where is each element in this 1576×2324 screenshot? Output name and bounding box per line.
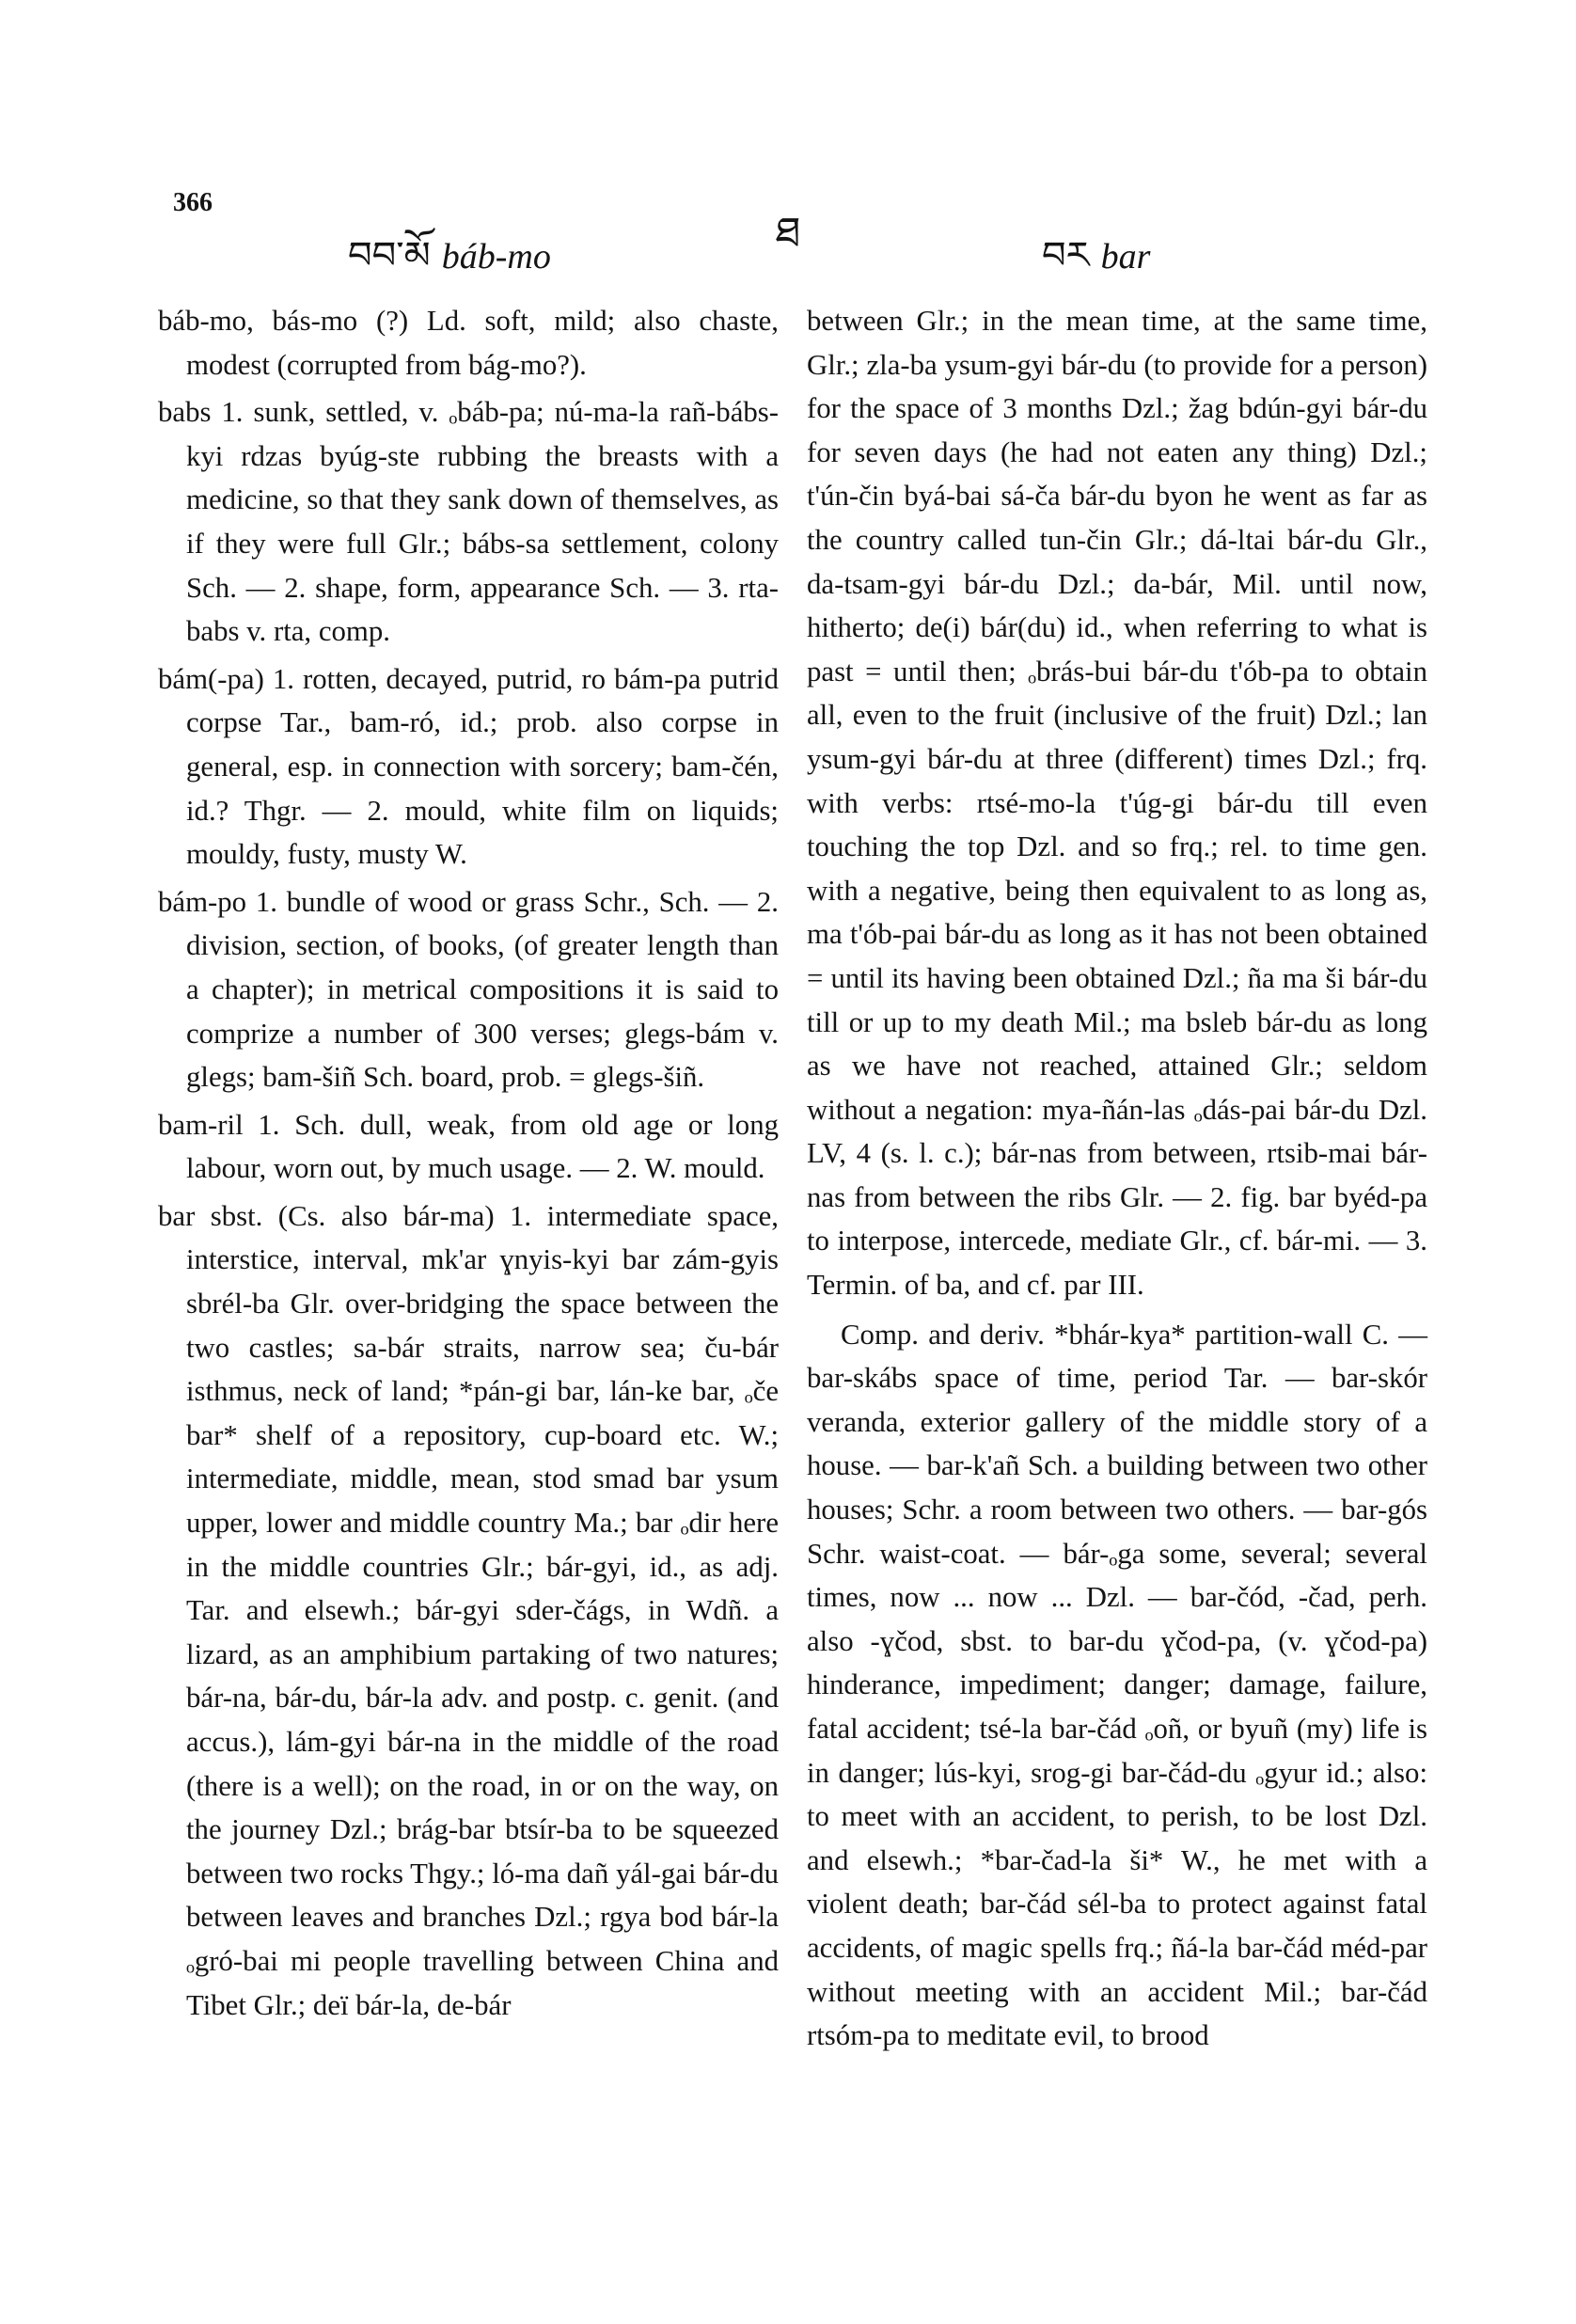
entry-bam-ril: bam-ril 1. Sch. dull, weak, from old age or long labour, worn out, by much usage. — 2. W. mould.	[158, 1108, 779, 1185]
page-number: 366	[173, 188, 213, 217]
entry-bam-po: bám-po 1. bundle of wood or grass Schr., Sch. — 2. division, section, of books, (of greater length than a chapter); in metrical compositions it is said to comprize a number of 300 verses; glegs-bám v. glegs; bam-šiñ Sch. board, prob. = glegs-šiñ.	[158, 885, 779, 1094]
entry-bar-continued: between Glr.; in the mean time, at the same time, Glr.; zla-ba ysum-gyi bár-du (to provide for a person) for the space of 3 months Dzl.; žag bdún-gyi bár-du for seven days (he had not eaten any thing) Dzl.; t'ún-čin byá-bai sá-ča bár-du byon he went as far as the country called tun-čin Glr.; dá-ltai bár-du Glr., da-tsam-gyi bár-du Dzl.; da-bár, Mil. until now, hitherto; de(i) bár(du) id., when referring to what is past = until then; ₒbrás-bui bár-du t'ób-pa to obtain all, even to the fruit (inclusive of the fruit) Dzl.; lan ysum-gyi bár-du at three (different) times Dzl.; frq. with verbs: rtsé-mo-la t'úg-gi bár-du till even touching the top Dzl. and so frq.; rel. to time gen. with a negative, being then equivalent to as long as, ma t'ób-pai bár-du as long as it has not been obtained = until its having been obtained Dzl.; ña ma ši bár-du till or up to my death Mil.; ma bsleb bár-du as long as we have not reached, attained Glr.; seldom without a negation: mya-ñán-las ₒdás-pai bár-du Dzl. LV, 4 (s. l. c.); bár-nas from between, rtsib-mai bár-nas from between the ribs Glr. — 2. fig. bar byéd-pa to interpose, intercede, mediate Glr., cf. bár-mi. — 3. Termin. of ba, and cf. par III.	[807, 305, 1427, 1302]
running-head-right-roman: bar	[1100, 237, 1151, 277]
running-head-left-tibetan: བབ་མོ	[348, 234, 431, 277]
left-column	[158, 299, 779, 2031]
running-head-left-roman: báb-mo	[441, 237, 551, 277]
comp-and-deriv: Comp. and deriv. *bhár-kya* partition-wall C. — bar-skábs space of time, period Tar. — bar-skór veranda, exterior gallery of the middle story of a house. — bar-k'añ Sch. a building between two other houses; Schr. a room between two others. — bar-gós Schr. waist-coat. — bár-ₒga some, several; several times, now ... now ... Dzl. — bar-čód, -čad, perh. also -ɣčod, sbst. to bar-du ɣčod-pa, (v. ɣčod-pa) hinderance, impediment; danger; damage, failure, fatal accident; tsé-la bar-čád ₒoñ, or byuñ (my) life is in danger; lús-kyi, srog-gi bar-čád-du ₒgyur id.; also: to meet with an accident, to perish, to be lost Dzl. and elsewh.; *bar-čad-la ši* W., he met with a violent death; bar-čád sél-ba to protect against fatal accidents, of magic spells frq.; ñá-la bar-čád méd-par without meeting with an accident Mil.; bar-čád rtsóm-pa to meditate evil, to brood	[807, 1318, 1427, 2052]
entry-bam-pa: bám(-pa) 1. rotten, decayed, putrid, ro bám-pa putrid corpse Tar., bam-ró, id.; prob. also corpse in general, esp. in connection with sorcery; bam-čén, id.? Thgr. — 2. mould, white film on liquids; mouldy, fusty, musty W.	[158, 662, 779, 871]
entry-bab-mo: báb-mo, bás-mo (?) Ld. soft, mild; also chaste, modest (corrupted from bág-mo?).	[158, 305, 779, 381]
entry-babs: babs 1. sunk, settled, v. ₒbáb-pa; nú-ma-la rañ-bábs-kyi rdzas byúg-ste rubbing the breasts with a medicine, so that they sank down of themselves, as if they were full Glr.; bábs-sa settlement, colony Sch. — 2. shape, form, appearance Sch. — 3. rta-babs v. rta, comp.	[158, 396, 779, 648]
right-column	[807, 299, 1427, 2063]
running-head-right-tibetan: བར	[1042, 234, 1090, 277]
entry-bar: bar sbst. (Cs. also bár-ma) 1. intermediate space, interstice, interval, mk'ar ɣnyis-kyi bar zám-gyis sbrél-ba Glr. over-bridging the space between the two castles; sa-bár straits, narrow sea; ču-bár isthmus, neck of land; *pán-gi bar, lán-ke bar, ₒče bar* shelf of a repository, cup-board etc. W.; intermediate, middle, mean, stod smad bar ysum upper, lower and middle country Ma.; bar ₒdir here in the middle countries Glr.; bár-gyi, id., as adj. Tar. and elsewh.; bár-gyi sder-čágs, in Wdñ. a lizard, as an amphibium partaking of two natures; bár-na, bár-du, bár-la adv. and postp. c. genit. (and accus.), lám-gyi bár-na in the middle of the road (there is a well); on the road, in or on the way, on the journey Dzl.; brág-bar btsír-ba to be squeezed between two rocks Thgy.; ló-ma dañ yál-gai bár-du between leaves and branches Dzl.; rgya bod bár-la ₒgró-bai mi people travelling between China and Tibet Glr.; deï bár-la, de-bár	[158, 1199, 779, 2021]
center-letter: ཐ	[775, 210, 801, 256]
